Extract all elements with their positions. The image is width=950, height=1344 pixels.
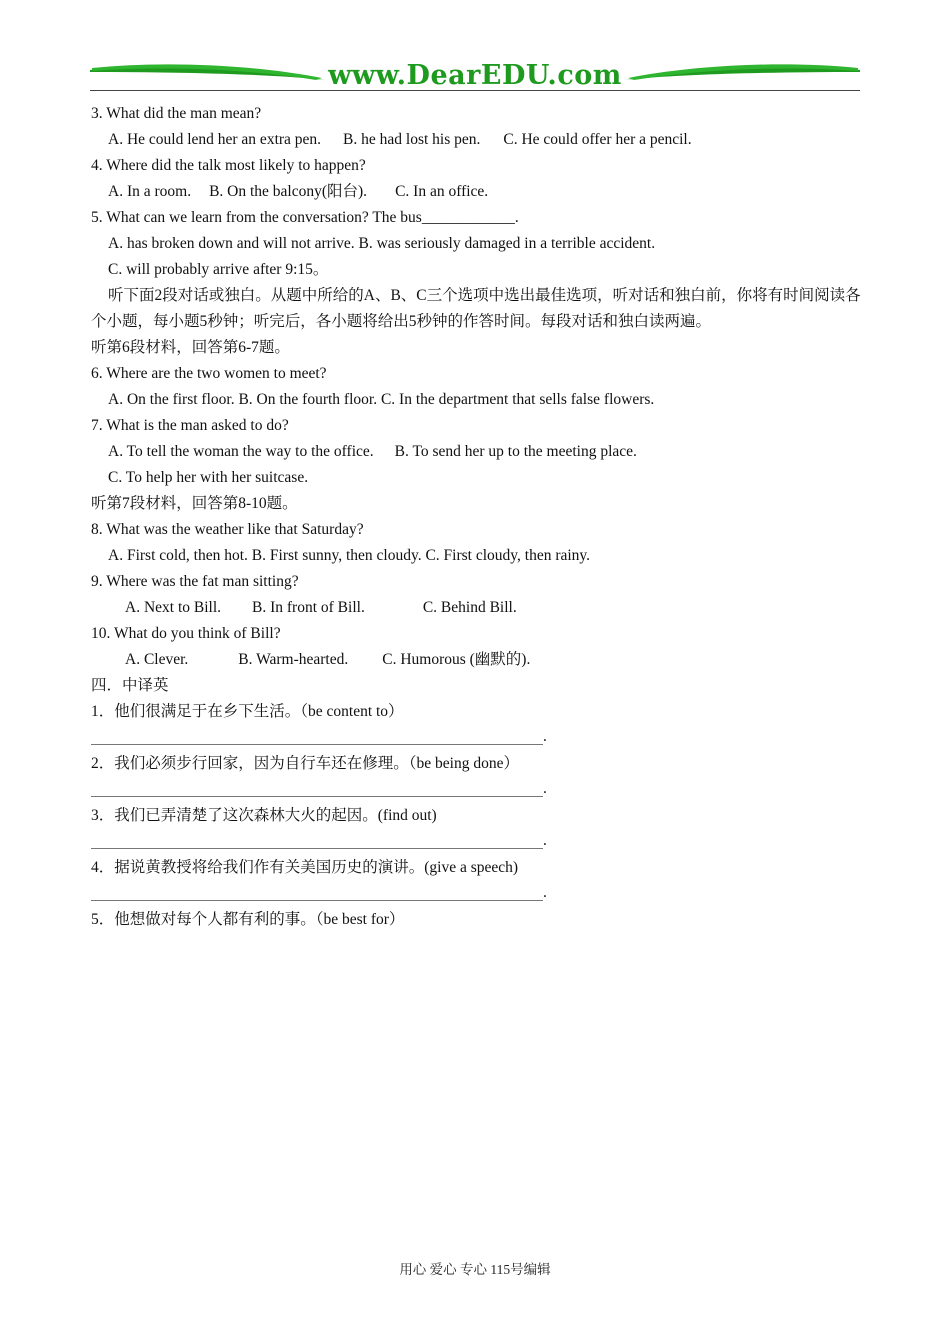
option-c: C. He could offer her a pencil. xyxy=(503,131,692,148)
translation-item-4: 4．据说黄教授将给我们作有关美国历史的演讲。(give a speech) xyxy=(91,859,519,876)
option-a: A. He could lend her an extra pen. xyxy=(108,131,322,148)
option-a: A. Next to Bill. xyxy=(125,599,222,616)
question-3: 3. What did the man mean? xyxy=(91,105,262,122)
translation-item-3: 3．我们已弄清楚了这次森林大火的起因。(find out) xyxy=(91,807,437,824)
question-3-options xyxy=(91,127,866,153)
section-7-heading: 听第7段材料，回答第8-10题。 xyxy=(91,495,298,512)
question-5: 5. What can we learn from the conversation? The bus____________. xyxy=(91,209,519,226)
document-body xyxy=(91,101,866,933)
question-5-options-ab: A. has broken down and will not arrive. B. was seriously damaged in a terrible accident. xyxy=(108,235,656,252)
question-4-options xyxy=(91,179,866,205)
section-6-heading: 听第6段材料，回答第6-7题。 xyxy=(91,339,290,356)
translation-item-1: 1．他们很满足于在乡下生活。（be content to） xyxy=(91,703,404,720)
option-a: A. In a room. xyxy=(108,183,192,200)
answer-blank-3[interactable] xyxy=(91,829,866,855)
option-b: B. Warm-hearted. xyxy=(238,651,349,668)
option-a: A. Clever. xyxy=(125,651,189,668)
part-4-heading: 四．中译英 xyxy=(91,677,169,694)
answer-period: . xyxy=(543,780,547,797)
question-7-options xyxy=(91,439,866,465)
answer-period: . xyxy=(543,884,547,901)
answer-blank-1[interactable] xyxy=(91,725,866,751)
option-a: A. To tell the woman the way to the office. xyxy=(108,443,374,460)
question-8: 8. What was the weather like that Saturday? xyxy=(91,521,364,538)
option-c: C. Humorous (幽默的). xyxy=(382,651,531,668)
question-7-option-c: C. To help her with her suitcase. xyxy=(108,469,309,486)
answer-period: . xyxy=(543,728,547,745)
page-footer: 用心 爱心 专心 115号编辑 xyxy=(399,1262,551,1277)
answer-period: . xyxy=(543,832,547,849)
translation-item-5: 5．他想做对每个人都有利的事。（be best for） xyxy=(91,911,405,928)
page-header xyxy=(90,58,860,94)
question-10-options xyxy=(91,647,866,673)
question-8-options: A. First cold, then hot. B. First sunny, then cloudy. C. First cloudy, then rainy. xyxy=(108,547,591,564)
header-divider xyxy=(90,90,860,91)
question-10: 10. What do you think of Bill? xyxy=(91,625,281,642)
option-c: C. In an office. xyxy=(395,183,489,200)
option-c: C. Behind Bill. xyxy=(422,599,517,616)
option-b: B. On the balcony(阳台). xyxy=(209,183,368,200)
question-7: 7. What is the man asked to do? xyxy=(91,417,289,434)
question-5-option-c: C. will probably arrive after 9:15。 xyxy=(108,261,329,278)
option-b: B. he had lost his pen. xyxy=(343,131,481,148)
site-logo-text: www.DearEDU.com xyxy=(328,60,622,91)
question-4: 4. Where did the talk most likely to happen? xyxy=(91,157,366,174)
question-6: 6. Where are the two women to meet? xyxy=(91,365,327,382)
listening-instructions: 听下面2段对话或独白。从题中所给的A、B、C三个选项中选出最佳选项，听对话和独白前，你将有时间阅读各个小题，每小题5秒钟；听完后，各小题将给出5秒钟的作答时间。每段对话和独白读两遍。 xyxy=(91,287,861,330)
answer-blank-2[interactable] xyxy=(91,777,866,803)
option-b: B. In front of Bill. xyxy=(252,599,365,616)
translation-item-2: 2．我们必须步行回家，因为自行车还在修理。（be being done） xyxy=(91,755,519,772)
question-9: 9. Where was the fat man sitting? xyxy=(91,573,299,590)
option-b: B. To send her up to the meeting place. xyxy=(394,443,637,460)
question-6-options: A. On the first floor. B. On the fourth floor. C. In the department that sells false flowers. xyxy=(108,391,655,408)
question-9-options xyxy=(91,595,866,621)
answer-blank-4[interactable] xyxy=(91,881,866,907)
